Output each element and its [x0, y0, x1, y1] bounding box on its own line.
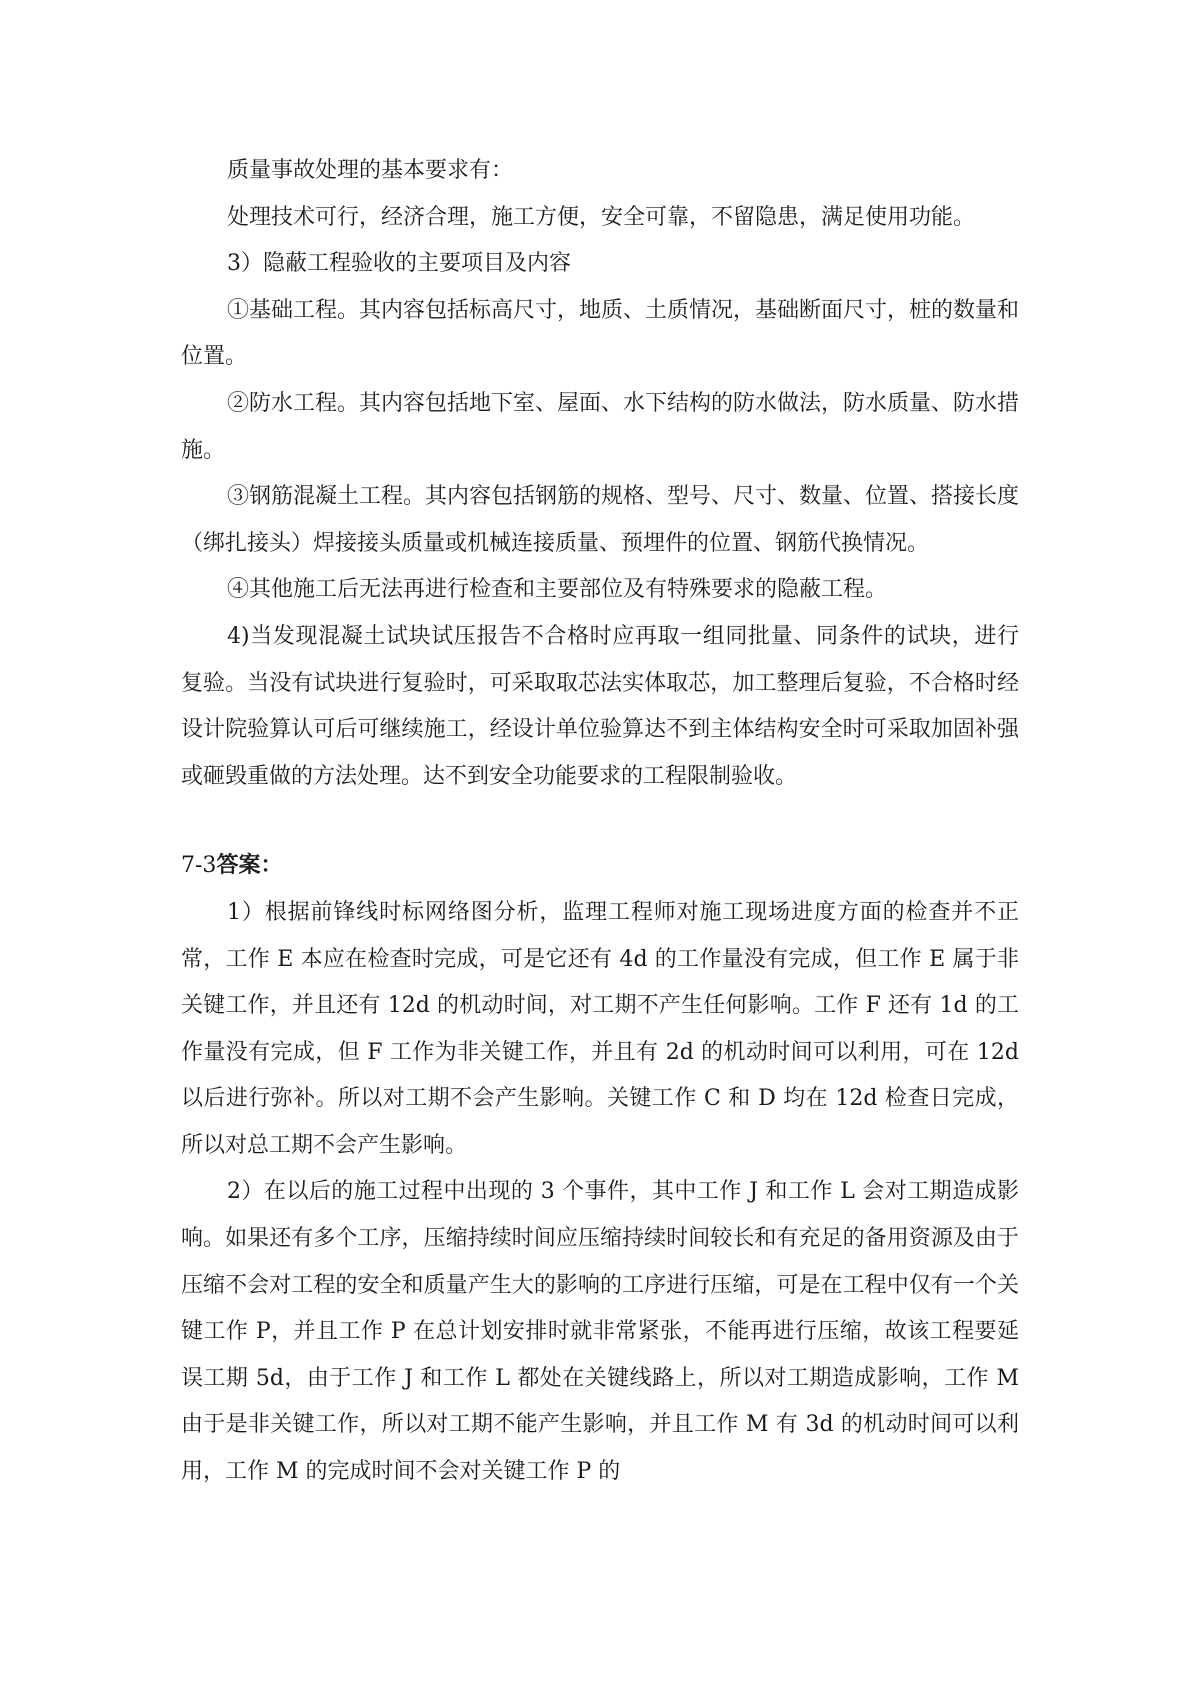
paragraph-quality-accident-requirements-heading: 质量事故处理的基本要求有：	[227, 158, 514, 183]
paragraph-answer-part-1: 1）根据前锋线时标网络图分析，监理工程师对施工现场进度方面的检查并不正常，工作 E 本应在检查时完成，可是它还有 4d 的工作量没有完成，但工作 E 属于非关键工作，并且还有 12d 的机动时间，对工期不产生任何影响。工作 F 还有 1d 的工作量没有完成，但 F 工作为非关键工作，并且有 2d 的机动时间可以利用，可在 12d 以后进行弥补。所以对工期不会产生影响。关键工作 C 和 D 均在 12d 检查日完成，所以对总工期不会产生影响。	[181, 899, 1019, 1158]
paragraph-other-hidden-works: ④其他施工后无法再进行检查和主要部位及有特殊要求的隐蔽工程。	[227, 577, 888, 603]
answer-heading	[181, 842, 1019, 890]
paragraph-concrete-test-block: 4)当发现混凝土试块试压报告不合格时应再取一组同批量、同条件的试块，进行复验。当没有试块进行复验时，可采取取芯法实体取芯，加工整理后复验，不合格时经设计院验算认可后可继续施工，经设计单位验算达不到主体结构安全时可采取加固补强或砸毁重做的方法处理。达不到安全功能要求的工程限制验收。	[181, 623, 1019, 789]
paragraph-foundation-works: ①基础工程。其内容包括标高尺寸，地质、土质情况，基础断面尺寸，桩的数量和位置。	[181, 297, 1020, 370]
answer-label: 答案：	[216, 852, 283, 879]
paragraph-quality-accident-requirements: 处理技术可行，经济合理，施工方便，安全可靠，不留隐患，满足使用功能。	[227, 204, 976, 230]
document-body	[181, 148, 1019, 1496]
paragraph-answer-part-2: 2）在以后的施工过程中出现的 3 个事件，其中工作 J 和工作 L 会对工期造成影响。如果还有多个工序，压缩持续时间应压缩持续时间较长和有充足的备用资源及由于压缩不会对工程的安全和质量产生大的影响的工序进行压缩，可是在工程中仅有一个关键工作 P，并且工作 P 在总计划安排时就非常紧张，不能再进行压缩，故该工程要延误工期 5d，由于工作 J 和工作 L 都处在关键线路上，所以对工期造成影响，工作 M 由于是非关键工作，所以对工期不能产生影响，并且工作 M 有 3d 的机动时间可以利用，工作 M 的完成时间不会对关键工作 P 的	[181, 1179, 1019, 1485]
paragraph-waterproof-works: ②防水工程。其内容包括地下室、屋面、水下结构的防水做法，防水质量、防水措施。	[181, 390, 1020, 463]
answer-number: 7-3	[181, 853, 217, 879]
paragraph-reinforced-concrete-works: ③钢筋混凝土工程。其内容包括钢筋的规格、型号、尺寸、数量、位置、搭接长度（绑扎接头）焊接接头质量或机械连接质量、预埋件的位置、钢筋代换情况。	[181, 484, 1020, 556]
paragraph-hidden-works-heading: 3）隐蔽工程验收的主要项目及内容	[227, 251, 571, 277]
